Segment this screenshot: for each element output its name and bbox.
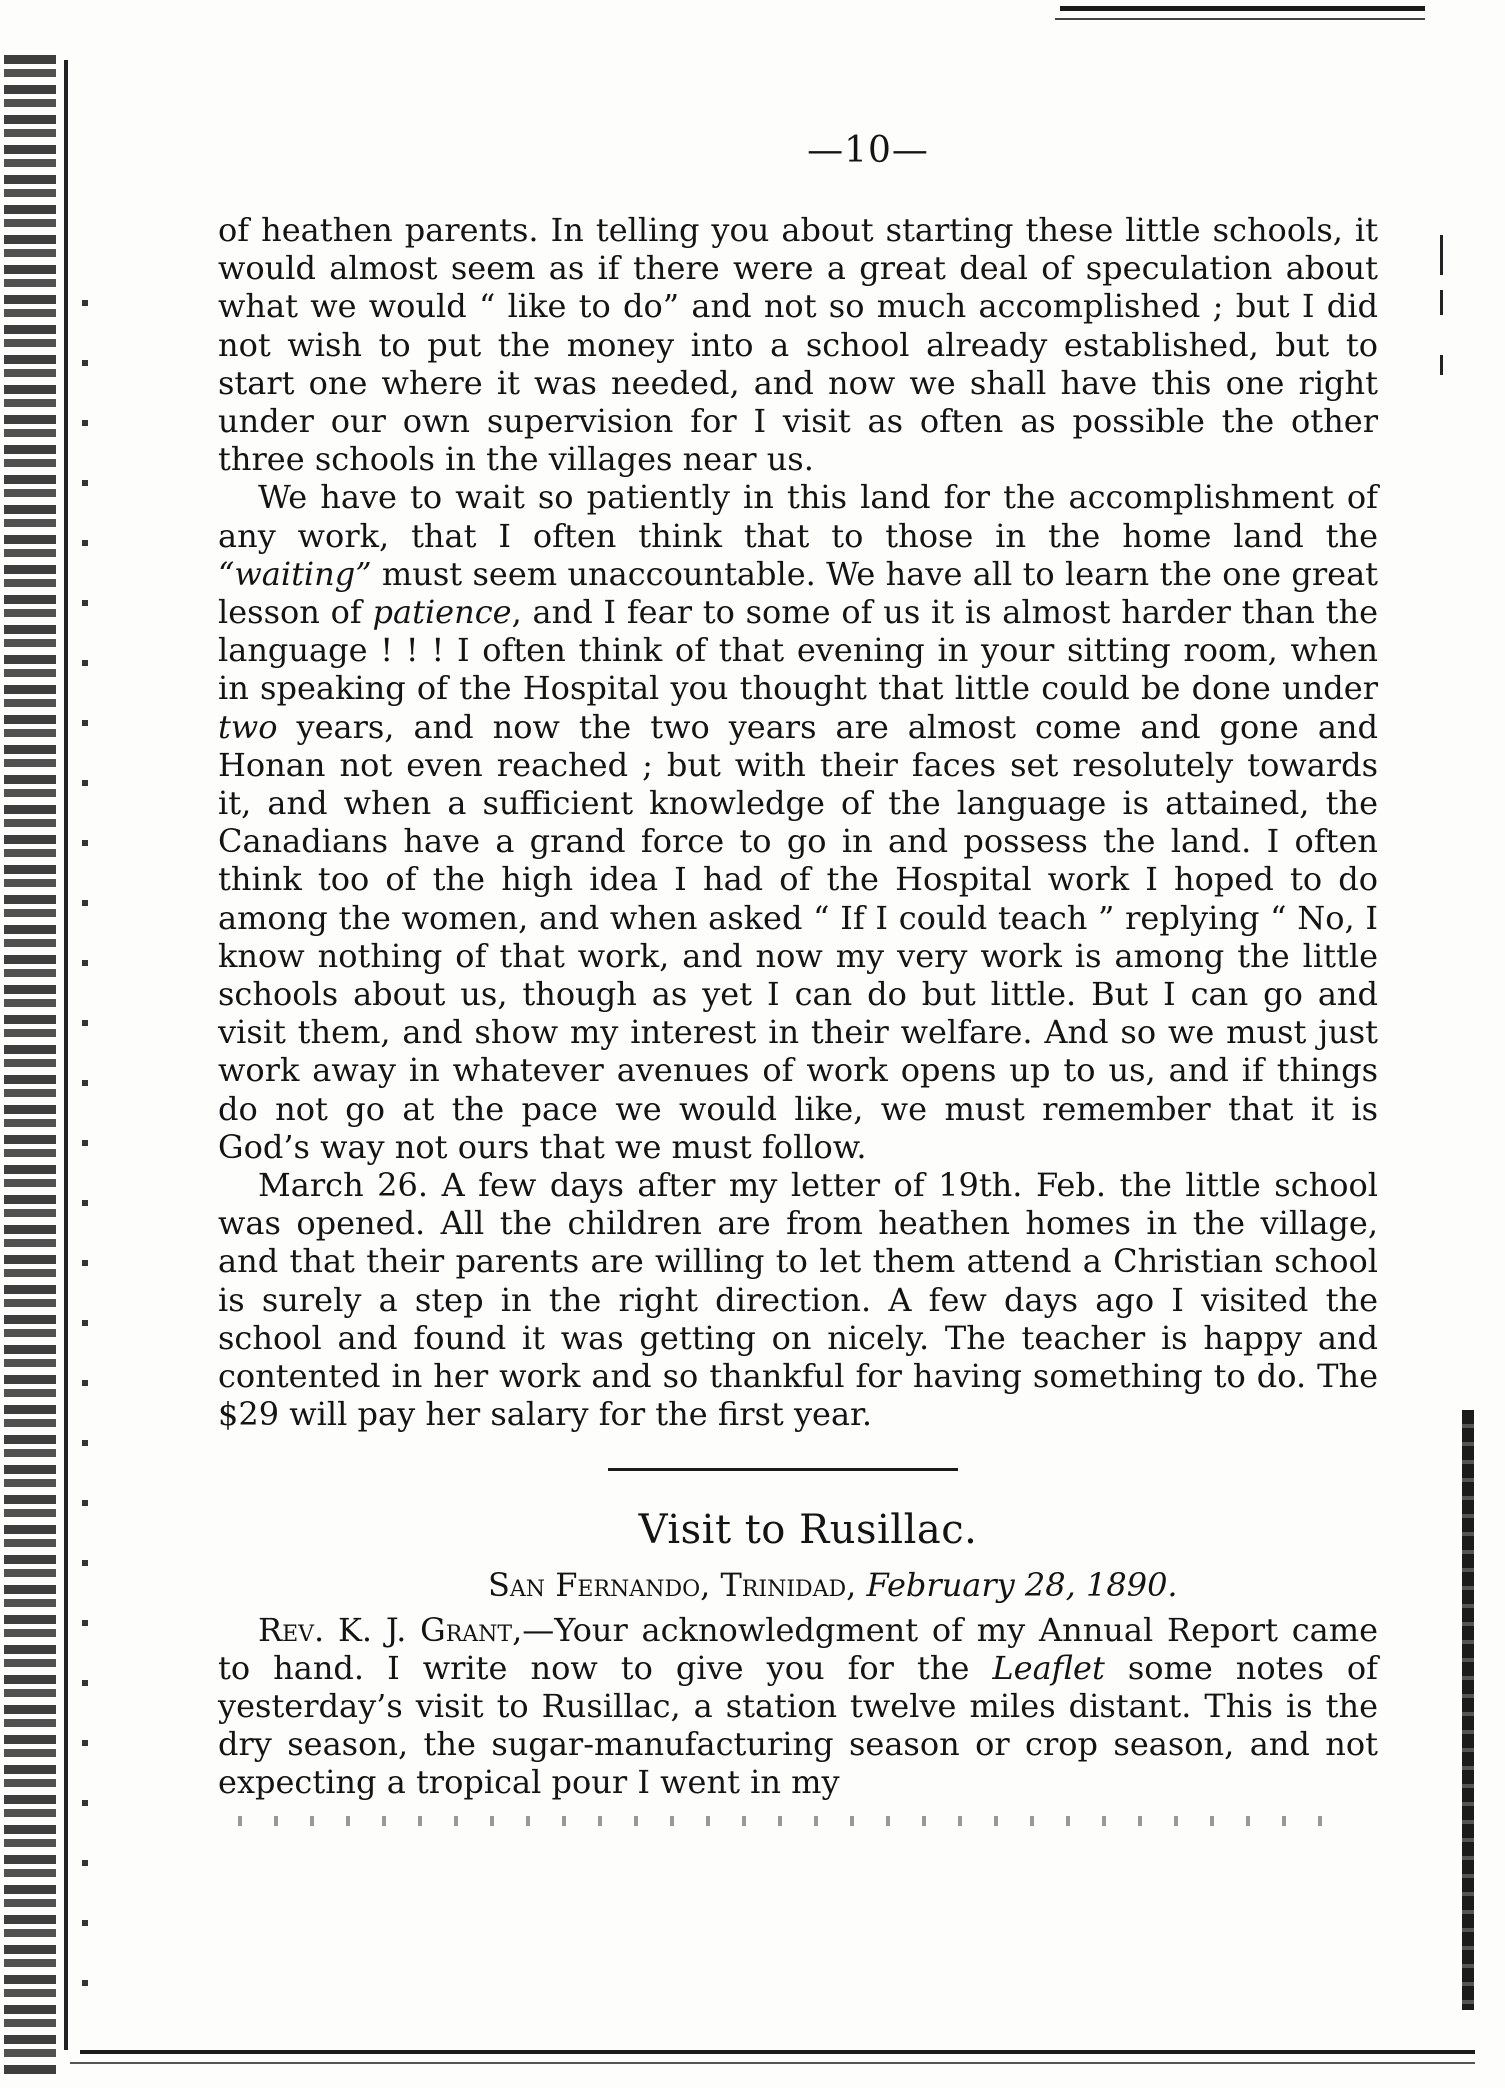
paragraph-text: years, and now the two years are almost come and gone and Honan not even reached ; but with their faces set resolutely towards it, and when a sufficient knowledge of the language is attained, the Canadians have a grand force to go in and possess the land. I often think too of the high idea I had of the Hospital work I hoped to do among the women, and when asked “ If I could teach ” replying “ No, I know nothing of that work, and now my very work is among the little schools about us, though as yet I can do but little. But I can go and visit them, and show my interest in their welfare. And so we must just work away in whatever avenues of work opens up to us, and if things do not go at the pace we would like, we must remember that it is God’s way not ours that we must follow.	[218, 707, 1378, 1166]
paragraph-text: —Your acknowledgment of my Annual Report came to hand. I write now to give you for the	[218, 1610, 1379, 1687]
page-number: —10—	[807, 130, 929, 171]
emphasis-waiting: “waiting”	[218, 554, 372, 593]
paragraph-letter-opening	[218, 1611, 1378, 1802]
paragraph-text: must seem unaccountable. We have all to learn the one great lesson of	[218, 554, 1378, 632]
emphasis-patience: patience	[372, 593, 512, 632]
text-column	[218, 130, 1378, 1826]
right-binding-edge	[1462, 1410, 1474, 2010]
paragraph-text: , and I fear to some of us it is almost harder than the language ! ! ! I often think of that evening in your sitting room, when in speaking of the Hospital you thought that little could be done under	[218, 593, 1379, 708]
right-margin-marks	[1440, 235, 1443, 405]
top-edge-rule-thin	[1055, 18, 1425, 20]
section-title: Visit to Rusillac.	[638, 1506, 978, 1553]
section-divider	[608, 1468, 958, 1471]
paragraph-text: We have to wait so patiently in this land for the accomplishment of any work, that I often think that to those in the home land the	[218, 478, 1378, 555]
bottom-edge-rule-thin	[70, 2062, 1475, 2064]
paragraph-text: some notes of yesterday’s visit to Rusillac, a station twelve miles distant. This is the dry season, the sugar-manufacturing season or crop season, and not expecting a tropical pour I went in my	[218, 1648, 1379, 1802]
left-binding-edge	[4, 55, 56, 2075]
paragraph-patience	[218, 478, 1378, 1166]
letter-dateline	[488, 1565, 1378, 1605]
dateline-date: February 28, 1890.	[866, 1565, 1178, 1604]
top-edge-rule	[1060, 6, 1425, 11]
bottom-edge-rule	[80, 2050, 1475, 2054]
paragraph-heathen-schools: of heathen parents. In telling you about starting these little schools, it would almost seem as if there were a great deal of speculation about what we would “ like to do” and not so much accomplished ; but I did not wish to put the money into a school already established, but to start one where it was needed, and now we shall have this one right under our own supervision for I visit as often as possible the other three schools in the villages near us.	[218, 211, 1378, 479]
left-margin-specks	[82, 300, 88, 2000]
letter-salutation: Rev. K. J. Grant,	[258, 1610, 523, 1649]
emphasis-two: two	[218, 707, 278, 746]
dateline-place: San Fernando, Trinidad,	[488, 1565, 857, 1604]
left-margin-line	[64, 60, 68, 2050]
illegible-bottom-line	[238, 1816, 1338, 1826]
paragraph-march-26: March 26. A few days after my letter of 19th. Feb. the little school was opened. All the children are from heathen homes in the village, and that their parents are willing to let them attend a Christian school is surely a step in the right direction. A few days ago I visited the school and found it was getting on nicely. The teacher is happy and contented in her work and so thankful for having something to do. The $29 will pay her salary for the first year.	[218, 1166, 1378, 1434]
emphasis-leaflet: Leaflet	[992, 1648, 1105, 1687]
